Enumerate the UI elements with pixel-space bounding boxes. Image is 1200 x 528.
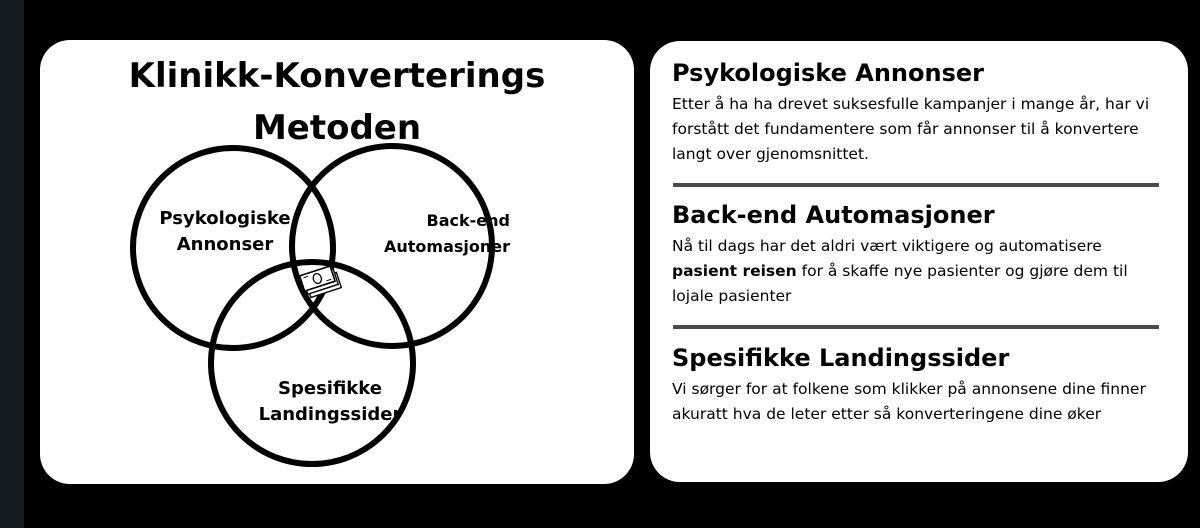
section-body: Etter å ha ha drevet suksesfulle kampanjer i mange år, har vi forstått det fundamentere som får annonser til å konvertere langt over gjenomsnittet.	[672, 95, 1150, 163]
label-psykologiske-annonser	[140, 206, 310, 258]
description-card	[650, 41, 1188, 482]
section-body: Vi sørger for at folkene som klikker på annonsene dine finner akuratt hva de leter etter så konverteringene dine øker	[672, 380, 1146, 423]
section-heading: Back-end Automasjoner	[672, 201, 995, 229]
side-strip	[0, 0, 24, 528]
section-heading: Spesifikke Landingssider	[672, 344, 1010, 372]
section-divider	[673, 325, 1159, 329]
label-back-end-automasjoner	[360, 208, 510, 260]
section-back-end-automasjoner	[672, 198, 1162, 309]
label-spesifikke-landingssider-line2: Landingssider	[258, 404, 402, 425]
section-body-text: Nå til dags har det aldri vært viktigere og automatisere	[672, 237, 1102, 255]
label-back-end-automasjoner-line1: Back-end	[426, 211, 510, 230]
diagram-title-line2: Metoden	[252, 108, 422, 148]
section-divider	[673, 183, 1159, 187]
label-spesifikke-landingssider-line1: Spesifikke	[278, 378, 382, 399]
label-spesifikke-landingssider	[230, 376, 430, 428]
section-body-emphasis: pasient reisen	[672, 262, 797, 280]
label-back-end-automasjoner-line2: Automasjoner	[383, 237, 510, 256]
section-body-text-end: for å skaffe nye pasienter og gjøre dem til lojale pasienter	[672, 262, 1128, 305]
label-psykologiske-annonser-line2: Annonser	[176, 234, 274, 255]
label-psykologiske-annonser-line1: Psykologiske	[159, 208, 291, 229]
section-body	[672, 234, 1162, 309]
section-heading: Psykologiske Annonser	[672, 59, 984, 87]
section-psykologiske-annonser	[672, 56, 1162, 167]
venn-diagram-card	[40, 40, 634, 484]
diagram-title-line1: Klinikk-Konverterings	[128, 56, 546, 96]
section-spesifikke-landingssider	[672, 341, 1162, 427]
